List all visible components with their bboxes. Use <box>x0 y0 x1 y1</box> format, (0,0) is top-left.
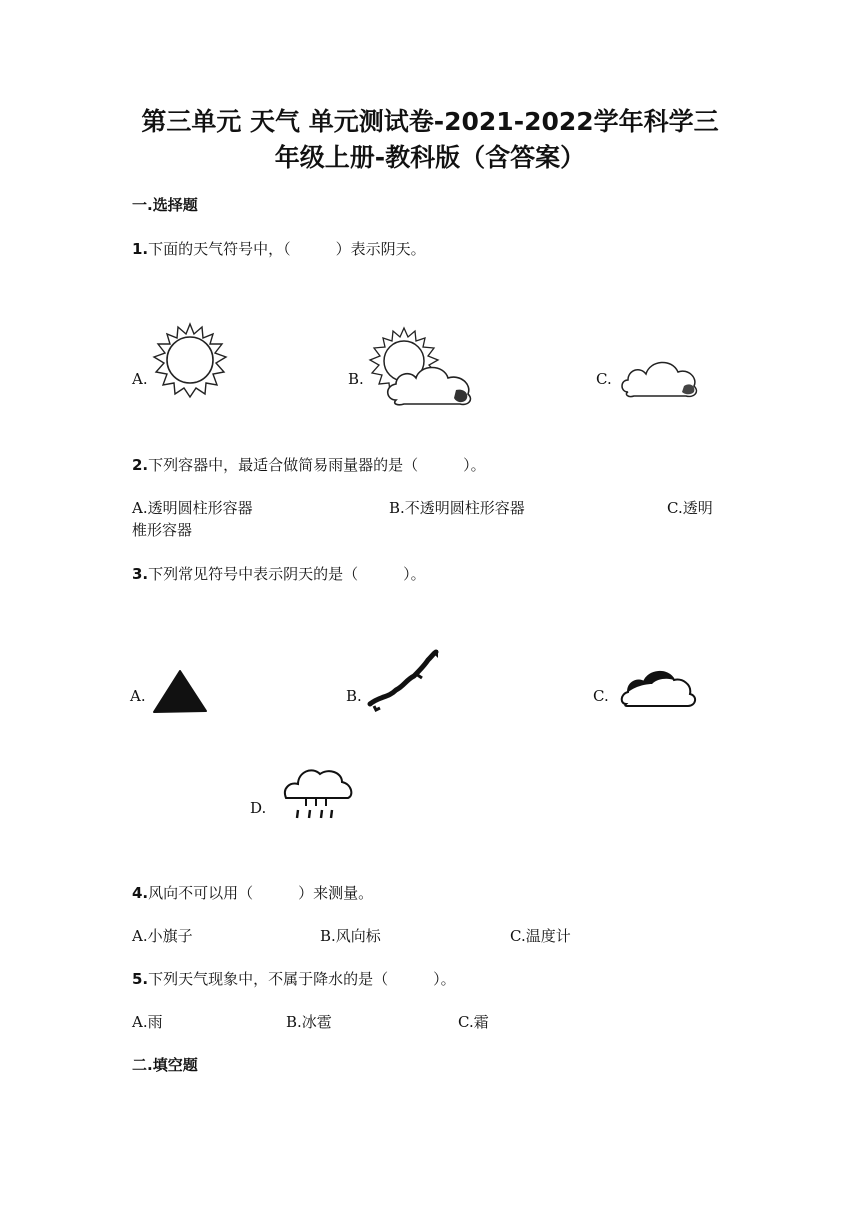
q3-option-d: D. <box>250 799 267 817</box>
question-text: 下列天气现象中，不属于降水的是（ ）。 <box>148 970 456 988</box>
question-3 <box>132 563 426 584</box>
branch-icon <box>366 650 442 712</box>
rain-cloud-icon <box>282 764 354 822</box>
question-5 <box>132 968 456 989</box>
q4-option-b: B.风向标 <box>320 927 381 945</box>
q5-option-a: A.雨 <box>132 1013 163 1031</box>
cloud-icon <box>618 352 700 400</box>
q2-option-c-continued: 椎形容器 <box>132 521 193 539</box>
page-title-line-1: 第三单元 天气 单元测试卷-2021-2022学年科学三 <box>141 107 719 136</box>
q3-option-c: C. <box>593 687 609 705</box>
question-number: 5. <box>132 970 149 988</box>
question-text: 风向不可以用（ ）来测量。 <box>148 884 374 902</box>
q4-option-c: C.温度计 <box>510 927 571 945</box>
q2-option-a: A.透明圆柱形容器 <box>132 499 253 517</box>
q2-option-c: C.透明 <box>667 499 713 517</box>
question-1 <box>132 238 426 259</box>
q4-option-a: A.小旗子 <box>132 927 193 945</box>
page-title-line-2: 年级上册-教科版（含答案） <box>274 143 586 172</box>
q5-option-b: B.冰雹 <box>286 1013 332 1031</box>
sun-icon <box>150 322 230 398</box>
dark-cloud-icon <box>618 664 698 710</box>
q1-option-b: B. <box>348 370 364 388</box>
question-text: 下面的天气符号中，（ ）表示阴天。 <box>148 240 426 258</box>
question-number: 1. <box>132 240 149 258</box>
section-heading-fill-in: 二.填空题 <box>132 1056 198 1074</box>
question-text: 下列容器中，最适合做简易雨量器的是（ ）。 <box>148 456 486 474</box>
section-heading-choice: 一.选择题 <box>132 196 198 214</box>
question-2 <box>132 454 486 475</box>
triangle-icon <box>152 668 208 714</box>
question-number: 4. <box>132 884 149 902</box>
q3-option-b: B. <box>346 687 362 705</box>
question-text: 下列常见符号中表示阴天的是（ ）。 <box>148 565 426 583</box>
q5-option-c: C.霜 <box>458 1013 489 1031</box>
q2-option-b: B.不透明圆柱形容器 <box>389 499 525 517</box>
q1-option-a: A. <box>132 370 148 388</box>
question-4 <box>132 882 373 903</box>
sun-behind-cloud-icon <box>368 326 478 410</box>
question-number: 2. <box>132 456 149 474</box>
q1-option-c: C. <box>596 370 612 388</box>
question-number: 3. <box>132 565 149 583</box>
q3-option-a: A. <box>130 687 146 705</box>
